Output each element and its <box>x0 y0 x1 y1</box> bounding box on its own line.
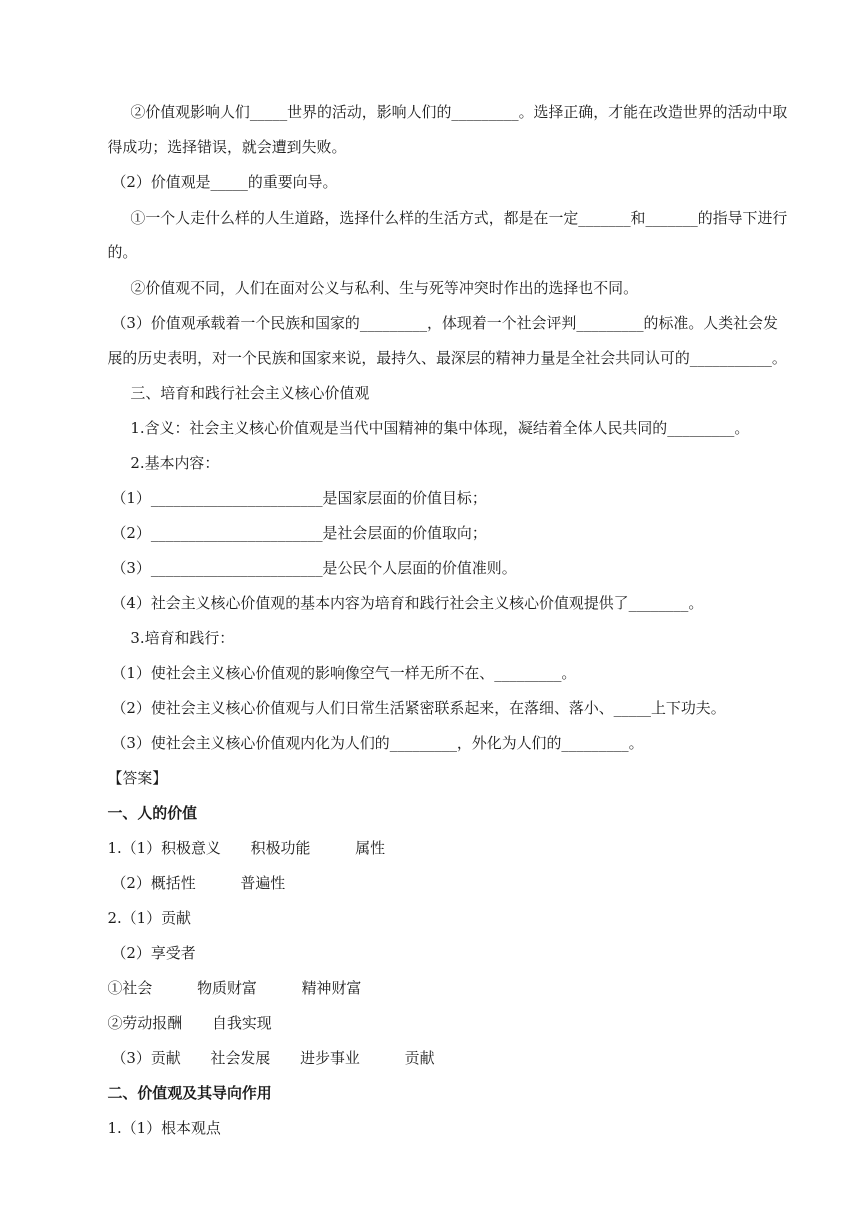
text-line-12 <box>0 523 860 543</box>
text-line-16 <box>0 663 860 683</box>
text-line-5 <box>0 278 860 298</box>
text-line-21 <box>0 838 860 858</box>
line-text: （3）_______________________是公民个人层面的价值准则。 <box>111 559 517 577</box>
line-text: 展的历史表明，对一个民族和国家来说，最持久、最深层的精神力量是全社会共同认可的___________。 <box>107 349 787 367</box>
text-line-10 <box>0 453 860 473</box>
line-text: （3）使社会主义核心价值观内化为人们的_________，外化为人们的_________。 <box>111 734 644 752</box>
text-line-23 <box>0 908 860 928</box>
line-text: 的。 <box>107 243 138 261</box>
line-text: 一、人的价值 <box>107 804 198 822</box>
answer-heading <box>0 768 860 788</box>
text-line-9 <box>0 418 860 438</box>
line-text: （3）贡献 社会发展 进步事业 贡献 <box>111 1049 435 1067</box>
text-line-4 <box>0 242 860 262</box>
line-text: 1.含义：社会主义核心价值观是当代中国精神的集中体现，凝结着全体人民共同的_________。 <box>130 419 750 437</box>
text-line-6 <box>0 313 860 333</box>
line-text: （3）价值观承载着一个民族和国家的_________，体现着一个社会评判_________的标准。人类社会发 <box>111 314 778 332</box>
text-line-24 <box>0 943 860 963</box>
line-text: （1）使社会主义核心价值观的影响像空气一样无所不在、_________。 <box>111 664 577 682</box>
line-text: 2.基本内容： <box>130 454 220 472</box>
line-text: ②劳动报酬 自我实现 <box>107 1014 272 1032</box>
text-line-25 <box>0 978 860 998</box>
text-line-26 <box>0 1013 860 1033</box>
text-line-7 <box>0 348 860 368</box>
text-line-14 <box>0 593 860 613</box>
text-line-2 <box>0 172 860 192</box>
text-line-3 <box>0 208 860 228</box>
line-text: ①社会 物质财富 精神财富 <box>107 979 362 997</box>
text-line-22 <box>0 873 860 893</box>
line-text: （2）享受者 <box>111 944 196 962</box>
text-line-13 <box>0 558 860 578</box>
line-text: 1.（1）积极意义 积极功能 属性 <box>107 839 386 857</box>
line-text: 二、价值观及其导向作用 <box>107 1084 272 1102</box>
line-text: 【答案】 <box>107 769 168 787</box>
line-text: （2）价值观是_____的重要向导。 <box>111 173 338 191</box>
section-heading-1 <box>0 803 860 823</box>
line-text: （2）_______________________是社会层面的价值取向； <box>111 524 487 542</box>
line-text: ①一个人走什么样的人生道路，选择什么样的生活方式，都是在一定_______和_______的指导下进行 <box>130 209 788 227</box>
text-line-15 <box>0 628 860 648</box>
text-line-11 <box>0 488 860 508</box>
line-text: ②价值观影响人们_____世界的活动，影响人们的_________。选择正确，才能在改造世界的活动中取 <box>130 103 788 121</box>
text-line-0 <box>0 102 860 122</box>
text-line-27 <box>0 1048 860 1068</box>
line-text: 3.培育和践行： <box>130 629 235 647</box>
line-text: （1）_______________________是国家层面的价值目标； <box>111 489 487 507</box>
line-text: 2.（1）贡献 <box>107 909 191 927</box>
line-text: 1.（1）根本观点 <box>107 1119 221 1137</box>
line-text: （2）概括性 普遍性 <box>111 874 286 892</box>
text-line-29 <box>0 1118 860 1138</box>
line-text: ②价值观不同，人们在面对公义与私利、生与死等冲突时作出的选择也不同。 <box>130 279 639 297</box>
text-line-17 <box>0 698 860 718</box>
line-text: 得成功；选择错误，就会遭到失败。 <box>107 138 347 156</box>
text-line-18 <box>0 733 860 753</box>
line-text: （2）使社会主义核心价值观与人们日常生活紧密联系起来，在落细、落小、_____上下功夫。 <box>111 699 726 717</box>
line-text: 三、培育和践行社会主义核心价值观 <box>130 384 370 402</box>
section-heading-2 <box>0 1083 860 1103</box>
line-text: （4）社会主义核心价值观的基本内容为培育和践行社会主义核心价值观提供了________。 <box>111 594 704 612</box>
text-line-1 <box>0 137 860 157</box>
text-line-8 <box>0 383 860 403</box>
